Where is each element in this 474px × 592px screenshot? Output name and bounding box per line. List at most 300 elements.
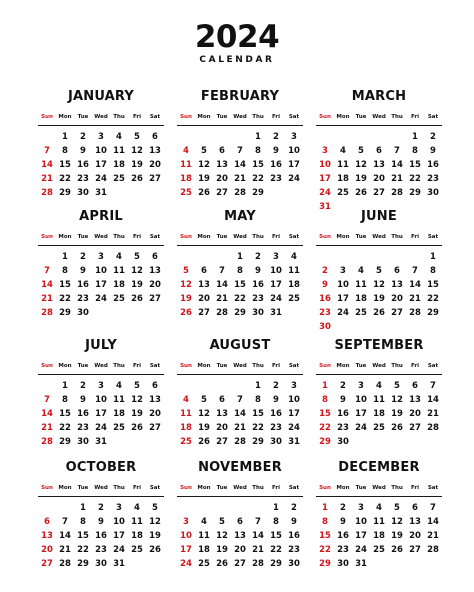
weekday-label: Fri	[271, 363, 280, 369]
day-cell: 21	[234, 174, 246, 184]
day-cell: 13	[391, 280, 403, 290]
day-cell: 30	[77, 437, 89, 447]
month-name: NOVEMBER	[198, 460, 282, 475]
day-cell: 15	[59, 409, 71, 419]
day-cell: 11	[113, 266, 125, 276]
weekday-label: Thu	[391, 114, 403, 120]
day-cell: 16	[77, 160, 89, 170]
day-cell: 19	[149, 531, 161, 541]
day-cell: 10	[113, 517, 125, 527]
weekday-label: Mon	[336, 363, 350, 369]
weekday-label: Fri	[132, 114, 141, 120]
weekday-label: Tue	[355, 114, 367, 120]
day-cell: 2	[340, 381, 346, 391]
month-may	[177, 208, 303, 320]
day-cell: 8	[412, 146, 418, 156]
day-cell: 25	[337, 188, 349, 198]
day-cell: 9	[430, 146, 436, 156]
weekday-label: Sun	[319, 363, 331, 369]
day-cell: 5	[394, 503, 400, 513]
day-cell: 16	[270, 409, 282, 419]
day-cell: 9	[80, 395, 86, 405]
day-cell: 29	[77, 559, 89, 569]
weekday-label: Sun	[41, 485, 53, 491]
weekday-label: Thu	[113, 114, 125, 120]
day-cell: 12	[216, 531, 228, 541]
day-cell: 21	[391, 174, 403, 184]
day-cell: 18	[180, 174, 192, 184]
day-cell: 13	[216, 409, 228, 419]
day-cell: 15	[252, 409, 264, 419]
day-cell: 20	[234, 545, 246, 555]
empty-cell	[388, 250, 406, 264]
day-cell: 28	[41, 188, 53, 198]
weekday-label: Wed	[94, 234, 108, 240]
day-cell: 8	[322, 517, 328, 527]
empty-cell	[352, 130, 370, 144]
day-cell: 25	[113, 423, 125, 433]
day-cell: 27	[216, 437, 228, 447]
day-cell: 26	[373, 308, 385, 318]
day-cell: 10	[337, 280, 349, 290]
empty-cell	[38, 250, 56, 264]
empty-cell	[213, 501, 231, 515]
day-cell: 6	[44, 517, 50, 527]
day-cell: 4	[201, 517, 207, 527]
calendar-header	[0, 20, 474, 66]
day-cell: 10	[95, 395, 107, 405]
day-cell: 21	[252, 545, 264, 555]
day-cell: 4	[116, 132, 122, 142]
day-cell: 14	[391, 160, 403, 170]
day-cell: 17	[355, 531, 367, 541]
day-cell: 7	[44, 395, 50, 405]
day-cell: 29	[59, 308, 71, 318]
day-cell: 13	[149, 266, 161, 276]
day-cell: 15	[77, 531, 89, 541]
day-cell: 10	[95, 266, 107, 276]
day-cell: 5	[134, 132, 140, 142]
day-cell: 1	[322, 381, 328, 391]
day-cell: 12	[131, 266, 143, 276]
day-cell: 28	[216, 308, 228, 318]
day-cell: 4	[116, 381, 122, 391]
header-divider	[316, 245, 442, 246]
day-cell: 26	[198, 188, 210, 198]
day-cell: 5	[376, 266, 382, 276]
header-divider	[38, 125, 164, 126]
day-cell: 11	[113, 146, 125, 156]
day-cell: 26	[355, 188, 367, 198]
day-cell: 21	[41, 423, 53, 433]
day-cell: 27	[409, 545, 421, 555]
day-cell: 18	[180, 423, 192, 433]
weekday-label: Mon	[58, 114, 72, 120]
day-cell: 22	[270, 545, 282, 555]
month-name: MAY	[224, 209, 256, 224]
day-cell: 3	[98, 252, 104, 262]
empty-cell	[231, 501, 249, 515]
weekday-label: Fri	[132, 485, 141, 491]
empty-cell	[195, 379, 213, 393]
day-cell: 15	[270, 531, 282, 541]
day-cell: 30	[337, 437, 349, 447]
day-cell: 23	[77, 174, 89, 184]
day-cell: 11	[288, 266, 300, 276]
weekday-label: Mon	[336, 114, 350, 120]
day-cell: 8	[430, 266, 436, 276]
day-cell: 6	[376, 146, 382, 156]
day-cell: 19	[391, 531, 403, 541]
day-cell: 6	[394, 266, 400, 276]
day-cell: 29	[59, 188, 71, 198]
day-cell: 14	[216, 280, 228, 290]
weekday-label: Sat	[427, 234, 439, 240]
day-cell: 15	[234, 280, 246, 290]
day-cell: 23	[77, 423, 89, 433]
empty-cell	[195, 501, 213, 515]
day-cell: 25	[198, 559, 210, 569]
day-cell: 17	[288, 409, 300, 419]
day-cell: 16	[337, 409, 349, 419]
day-cell: 7	[430, 503, 436, 513]
empty-cell	[177, 130, 195, 144]
weekday-label: Tue	[355, 363, 367, 369]
empty-cell	[388, 130, 406, 144]
empty-cell	[370, 130, 388, 144]
day-cell: 17	[95, 280, 107, 290]
weekday-label: Fri	[410, 114, 419, 120]
day-cell: 15	[59, 160, 71, 170]
day-cell: 3	[291, 132, 297, 142]
day-cell: 10	[180, 531, 192, 541]
day-cell: 12	[198, 409, 210, 419]
day-cell: 28	[59, 559, 71, 569]
day-cell: 6	[152, 132, 158, 142]
empty-cell	[231, 130, 249, 144]
day-cell: 21	[41, 174, 53, 184]
day-cell: 15	[409, 160, 421, 170]
day-cell: 29	[252, 188, 264, 198]
day-cell: 16	[337, 531, 349, 541]
day-cell: 13	[198, 280, 210, 290]
month-name: MARCH	[351, 89, 407, 104]
weekday-label: Sat	[288, 114, 300, 120]
day-cell: 2	[322, 266, 328, 276]
day-cell: 29	[234, 308, 246, 318]
day-cell: 9	[255, 266, 261, 276]
day-cell: 4	[340, 146, 346, 156]
month-name: AUGUST	[209, 338, 271, 353]
day-cell: 9	[291, 517, 297, 527]
day-cell: 17	[113, 531, 125, 541]
weekday-label: Wed	[372, 234, 386, 240]
day-cell: 7	[255, 517, 261, 527]
day-cell: 14	[252, 531, 264, 541]
day-cell: 1	[273, 503, 279, 513]
day-cell: 17	[319, 174, 331, 184]
day-cell: 1	[412, 132, 418, 142]
day-cell: 6	[201, 266, 207, 276]
day-cell: 29	[427, 308, 439, 318]
day-cell: 18	[113, 160, 125, 170]
day-cell: 22	[409, 174, 421, 184]
day-cell: 4	[291, 252, 297, 262]
day-cell: 6	[412, 503, 418, 513]
day-cell: 28	[234, 188, 246, 198]
day-cell: 24	[95, 174, 107, 184]
empty-cell	[334, 250, 352, 264]
month-name: OCTOBER	[65, 460, 137, 475]
weekday-label: Sat	[288, 363, 300, 369]
day-cell: 20	[149, 160, 161, 170]
day-cell: 8	[255, 395, 261, 405]
empty-cell	[177, 379, 195, 393]
day-cell: 16	[427, 160, 439, 170]
day-cell: 24	[95, 423, 107, 433]
day-cell: 27	[149, 174, 161, 184]
weekday-label: Tue	[355, 485, 367, 491]
day-cell: 23	[337, 423, 349, 433]
day-cell: 9	[322, 280, 328, 290]
day-cell: 13	[149, 146, 161, 156]
weekday-label: Wed	[94, 114, 108, 120]
day-cell: 28	[252, 559, 264, 569]
day-cell: 1	[255, 381, 261, 391]
header-divider	[38, 496, 164, 497]
month-name: JULY	[85, 338, 117, 353]
day-cell: 1	[322, 503, 328, 513]
day-cell: 13	[409, 395, 421, 405]
month-name: FEBRUARY	[200, 89, 280, 104]
weekday-label: Tue	[216, 234, 228, 240]
day-cell: 7	[412, 266, 418, 276]
day-cell: 14	[41, 160, 53, 170]
day-grid	[316, 229, 442, 334]
weekday-label: Tue	[216, 114, 228, 120]
weekday-label: Wed	[233, 363, 247, 369]
day-cell: 7	[237, 146, 243, 156]
weekday-label: Fri	[271, 114, 280, 120]
day-cell: 5	[219, 517, 225, 527]
day-cell: 5	[134, 381, 140, 391]
header-divider	[38, 374, 164, 375]
weekday-label: Wed	[233, 114, 247, 120]
day-cell: 31	[113, 559, 125, 569]
day-cell: 30	[270, 437, 282, 447]
weekday-label: Tue	[216, 363, 228, 369]
month-january	[38, 88, 164, 200]
day-cell: 10	[355, 395, 367, 405]
day-cell: 23	[337, 545, 349, 555]
day-cell: 23	[319, 308, 331, 318]
day-cell: 11	[180, 160, 192, 170]
day-cell: 8	[322, 395, 328, 405]
month-april	[38, 208, 164, 320]
day-cell: 22	[59, 423, 71, 433]
day-cell: 14	[59, 531, 71, 541]
day-cell: 9	[273, 146, 279, 156]
day-cell: 24	[113, 545, 125, 555]
day-cell: 29	[409, 188, 421, 198]
day-cell: 31	[319, 202, 331, 212]
day-cell: 10	[319, 160, 331, 170]
day-cell: 5	[358, 146, 364, 156]
month-august	[177, 337, 303, 449]
day-cell: 22	[252, 423, 264, 433]
day-cell: 16	[288, 531, 300, 541]
day-cell: 15	[427, 280, 439, 290]
day-cell: 8	[80, 517, 86, 527]
day-cell: 24	[270, 294, 282, 304]
day-cell: 13	[234, 531, 246, 541]
day-cell: 22	[319, 545, 331, 555]
day-grid	[177, 109, 303, 200]
day-cell: 26	[131, 174, 143, 184]
weekday-label: Tue	[77, 363, 89, 369]
day-cell: 3	[291, 381, 297, 391]
day-cell: 26	[131, 423, 143, 433]
weekday-label: Sun	[41, 234, 53, 240]
empty-cell	[406, 250, 424, 264]
day-cell: 26	[180, 308, 192, 318]
day-cell: 24	[95, 294, 107, 304]
day-cell: 5	[183, 266, 189, 276]
day-cell: 22	[319, 423, 331, 433]
day-cell: 29	[319, 437, 331, 447]
day-cell: 18	[337, 174, 349, 184]
weekday-label: Fri	[271, 234, 280, 240]
month-december	[316, 459, 442, 571]
day-cell: 13	[373, 160, 385, 170]
day-cell: 25	[373, 423, 385, 433]
day-cell: 15	[59, 280, 71, 290]
day-cell: 20	[409, 531, 421, 541]
day-cell: 26	[149, 545, 161, 555]
day-cell: 10	[288, 146, 300, 156]
day-cell: 1	[62, 132, 68, 142]
weekday-label: Mon	[336, 234, 350, 240]
day-cell: 14	[409, 280, 421, 290]
day-cell: 12	[131, 395, 143, 405]
empty-cell	[213, 379, 231, 393]
day-cell: 9	[273, 395, 279, 405]
day-cell: 19	[216, 545, 228, 555]
weekday-label: Sat	[427, 485, 439, 491]
day-cell: 4	[183, 146, 189, 156]
day-grid	[38, 229, 164, 320]
day-cell: 25	[373, 545, 385, 555]
day-cell: 6	[152, 381, 158, 391]
day-cell: 20	[41, 545, 53, 555]
day-cell: 3	[183, 517, 189, 527]
weekday-label: Sun	[180, 485, 192, 491]
day-cell: 10	[95, 146, 107, 156]
weekday-label: Sat	[149, 234, 161, 240]
empty-cell	[316, 130, 334, 144]
day-cell: 16	[77, 409, 89, 419]
day-cell: 9	[340, 395, 346, 405]
day-cell: 19	[355, 174, 367, 184]
header-divider	[177, 496, 303, 497]
day-cell: 11	[180, 409, 192, 419]
day-cell: 2	[98, 503, 104, 513]
day-cell: 3	[116, 503, 122, 513]
day-cell: 21	[427, 531, 439, 541]
day-cell: 4	[358, 266, 364, 276]
weekday-label: Thu	[252, 234, 264, 240]
day-cell: 19	[180, 294, 192, 304]
day-cell: 21	[59, 545, 71, 555]
day-cell: 12	[355, 160, 367, 170]
day-cell: 20	[198, 294, 210, 304]
day-cell: 11	[337, 160, 349, 170]
day-cell: 2	[273, 132, 279, 142]
weekday-label: Mon	[197, 234, 211, 240]
day-grid	[316, 480, 442, 571]
day-cell: 5	[201, 146, 207, 156]
weekday-label: Wed	[94, 363, 108, 369]
day-cell: 29	[252, 437, 264, 447]
empty-cell	[195, 250, 213, 264]
day-cell: 2	[255, 252, 261, 262]
weekday-label: Fri	[271, 485, 280, 491]
weekday-label: Sat	[288, 234, 300, 240]
weekday-label: Thu	[252, 485, 264, 491]
weekday-label: Mon	[197, 114, 211, 120]
day-cell: 21	[409, 294, 421, 304]
month-september	[316, 337, 442, 449]
weekday-label: Mon	[197, 363, 211, 369]
day-cell: 23	[95, 545, 107, 555]
weekday-label: Sun	[319, 234, 331, 240]
day-cell: 29	[59, 437, 71, 447]
weekday-label: Mon	[58, 485, 72, 491]
day-cell: 24	[288, 174, 300, 184]
day-cell: 25	[131, 545, 143, 555]
day-cell: 14	[41, 409, 53, 419]
weekday-label: Thu	[391, 234, 403, 240]
day-cell: 12	[149, 517, 161, 527]
day-cell: 18	[113, 409, 125, 419]
day-cell: 15	[319, 531, 331, 541]
weekday-label: Thu	[391, 363, 403, 369]
day-cell: 2	[80, 132, 86, 142]
day-cell: 28	[427, 423, 439, 433]
month-november	[177, 459, 303, 571]
day-cell: 29	[319, 559, 331, 569]
empty-cell	[56, 501, 74, 515]
day-cell: 8	[237, 266, 243, 276]
day-cell: 17	[180, 545, 192, 555]
day-cell: 14	[234, 160, 246, 170]
day-cell: 28	[41, 437, 53, 447]
weekday-label: Mon	[336, 485, 350, 491]
day-cell: 30	[77, 188, 89, 198]
day-cell: 3	[358, 381, 364, 391]
day-cell: 12	[131, 146, 143, 156]
weekday-label: Sun	[319, 114, 331, 120]
day-cell: 14	[41, 280, 53, 290]
day-cell: 15	[252, 160, 264, 170]
weekday-label: Thu	[113, 485, 125, 491]
weekday-label: Mon	[58, 363, 72, 369]
day-cell: 11	[198, 531, 210, 541]
day-grid	[316, 358, 442, 449]
day-cell: 10	[288, 395, 300, 405]
day-cell: 24	[180, 559, 192, 569]
empty-cell	[177, 250, 195, 264]
